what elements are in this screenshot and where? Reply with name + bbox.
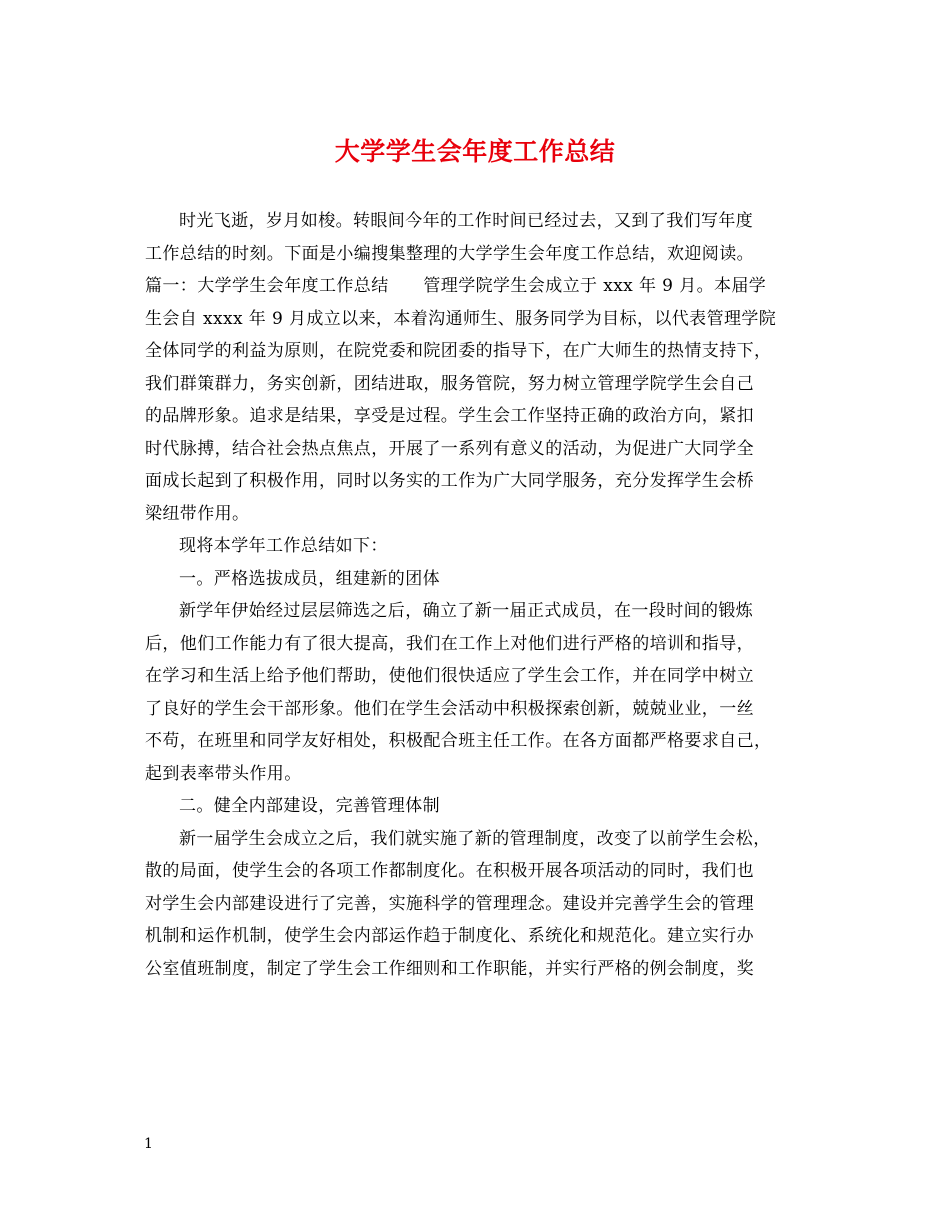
body-line: 的品牌形象。追求是结果，享受是过程。学生会工作坚持正确的政治方向，紧扣 <box>145 406 754 426</box>
body-line: 生会自 xxxx 年 9 月成立以来，本着沟通师生、服务同学为目标，以代表管理学院 <box>145 308 777 329</box>
body-line: 全体同学的利益为原则，在院党委和院团委的指导下，在广大师生的热情支持下， <box>145 341 772 361</box>
body-line: 机制和运作机制，使学生会内部运作趋于制度化、系统化和规范化。建立实行办 <box>145 926 754 946</box>
section-heading: 二。健全内部建设，完善管理体制 <box>179 796 440 816</box>
body-line: 新学年伊始经过层层筛选之后，确立了新一届正式成员，在一段时间的锻炼 <box>179 601 754 621</box>
body-line: 时光飞逝，岁月如梭。转眼间今年的工作时间已经过去，又到了我们写年度 <box>179 211 754 231</box>
body-line: 起到表率带头作用。 <box>145 763 302 784</box>
body-line: 公室值班制度，制定了学生会工作细则和工作职能，并实行严格的例会制度，奖 <box>145 958 754 979</box>
body-line: 对学生会内部建设进行了完善，实施科学的管理理念。建设并完善学生会的管理 <box>145 893 754 914</box>
body-line: 在学习和生活上给予他们帮助，使他们很快适应了学生会工作，并在同学中树立 <box>145 666 754 686</box>
body-line: 了良好的学生会干部形象。他们在学生会活动中积极探索创新，兢兢业业，一丝 <box>145 698 754 719</box>
body-line: 时代脉搏，结合社会热点焦点，开展了一系列有意义的活动，为促进广大同学全 <box>145 438 754 459</box>
body-line: 散的局面，使学生会的各项工作都制度化。在积极开展各项活动的同时，我们也 <box>145 861 754 881</box>
body-line: 现将本学年工作总结如下： <box>179 536 388 556</box>
body-line: 梁纽带作用。 <box>145 503 250 524</box>
body-line: 不苟，在班里和同学友好相处，积极配合班主任工作。在各方面都严格要求自己， <box>145 731 772 751</box>
document-body <box>145 205 805 985</box>
document-title: 大学学生会年度工作总结 <box>334 137 616 166</box>
body-line: 面成长起到了积极作用，同时以务实的工作为广大同学服务，充分发挥学生会桥 <box>145 471 754 491</box>
body-line: 后，他们工作能力有了很大提高，我们在工作上对他们进行严格的培训和指导， <box>145 633 754 654</box>
body-line: 新一届学生会成立之后，我们就实施了新的管理制度，改变了以前学生会松， <box>179 828 771 849</box>
body-line: 我们群策群力，务实创新，团结进取，服务管院，努力树立管理学院学生会自己 <box>145 373 754 394</box>
page-number: 1 <box>144 1136 153 1152</box>
section-heading: 一。严格选拔成员，组建新的团体 <box>179 568 440 589</box>
body-line: 工作总结的时刻。下面是小编搜集整理的大学学生会年度工作总结，欢迎阅读。 <box>145 243 754 264</box>
body-line: 篇一：大学学生会年度工作总结 管理学院学生会成立于 xxx 年 9 月。本届学 <box>145 276 767 296</box>
